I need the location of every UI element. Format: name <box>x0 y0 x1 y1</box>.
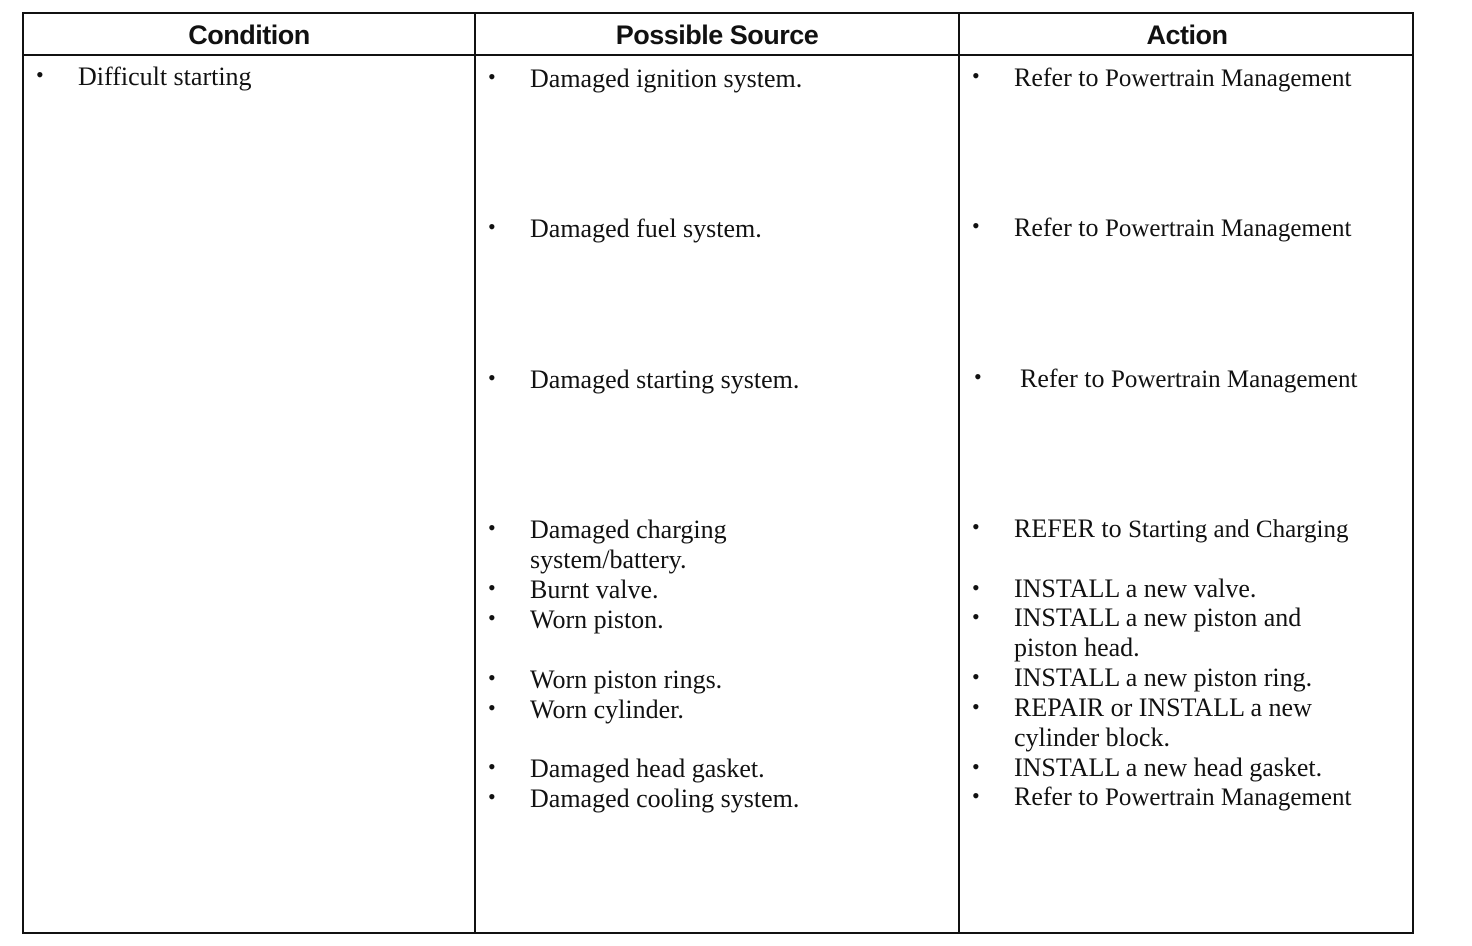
header-condition: Condition <box>188 20 310 50</box>
action-refer-charging <box>1014 514 1349 545</box>
source-bullet: • <box>488 605 496 630</box>
action-install-piston-line2: piston head. <box>1014 633 1140 662</box>
action-verb: Refer to <box>1014 782 1099 811</box>
action-refer-fuel <box>1014 213 1351 244</box>
source-charging-line2: system/battery. <box>530 545 687 574</box>
action-reference: Powertrain Management <box>1104 65 1352 92</box>
action-bullet: • <box>972 754 980 779</box>
source-charging-line1: Damaged charging <box>530 515 727 544</box>
action-bullet: • <box>972 514 980 539</box>
column-divider-2 <box>958 14 960 932</box>
action-bullet: • <box>974 364 982 389</box>
action-reference: Powertrain Management <box>1104 215 1352 242</box>
column-divider-1 <box>474 14 476 932</box>
action-bullet: • <box>972 694 980 719</box>
action-install-head-gasket: INSTALL a new head gasket. <box>1014 753 1323 782</box>
action-install-piston-line1: INSTALL a new piston and <box>1014 603 1302 632</box>
action-reference: Starting and Charging <box>1128 516 1349 543</box>
source-bullet: • <box>488 64 496 89</box>
action-reference: Powertrain Management <box>1104 784 1352 811</box>
source-worn-piston: Worn piston. <box>530 605 664 634</box>
condition-text: Difficult starting <box>78 62 252 91</box>
source-bullet: • <box>488 575 496 600</box>
source-bullet: • <box>488 365 496 390</box>
action-refer-ignition <box>1014 63 1351 94</box>
action-bullet: • <box>972 63 980 88</box>
source-bullet: • <box>488 695 496 720</box>
action-bullet: • <box>972 664 980 689</box>
action-verb: Refer to <box>1020 364 1105 393</box>
action-verb: Refer to <box>1014 63 1099 92</box>
action-verb: REFER to <box>1014 514 1122 543</box>
source-bullet: • <box>488 784 496 809</box>
action-install-valve: INSTALL a new valve. <box>1014 574 1257 603</box>
action-install-piston-ring: INSTALL a new piston ring. <box>1014 663 1313 692</box>
source-bullet: • <box>488 515 496 540</box>
source-bullet: • <box>488 665 496 690</box>
action-bullet: • <box>972 604 980 629</box>
source-ignition: Damaged ignition system. <box>530 64 803 93</box>
source-bullet: • <box>488 754 496 779</box>
action-verb: Refer to <box>1014 213 1099 242</box>
source-burnt-valve: Burnt valve. <box>530 575 659 604</box>
header-possible-source: Possible Source <box>615 20 819 50</box>
action-repair-cylinder-line2: cylinder block. <box>1014 723 1170 752</box>
source-cooling: Damaged cooling system. <box>530 784 800 813</box>
action-repair-cylinder-line1: REPAIR or INSTALL a new <box>1014 693 1312 722</box>
condition-bullet: • <box>36 62 44 87</box>
source-bullet: • <box>488 214 496 239</box>
action-bullet: • <box>972 213 980 238</box>
action-bullet: • <box>972 783 980 808</box>
source-worn-cylinder: Worn cylinder. <box>530 695 684 724</box>
source-starting: Damaged starting system. <box>530 365 800 394</box>
header-action: Action <box>1146 20 1228 50</box>
source-worn-piston-rings: Worn piston rings. <box>530 665 723 694</box>
action-refer-starting <box>1020 364 1357 395</box>
source-head-gasket: Damaged head gasket. <box>530 754 765 783</box>
header-divider <box>24 54 1412 56</box>
action-bullet: • <box>972 575 980 600</box>
action-refer-cooling <box>1014 782 1351 813</box>
source-fuel: Damaged fuel system. <box>530 214 762 243</box>
action-reference: Powertrain Management <box>1110 366 1358 393</box>
